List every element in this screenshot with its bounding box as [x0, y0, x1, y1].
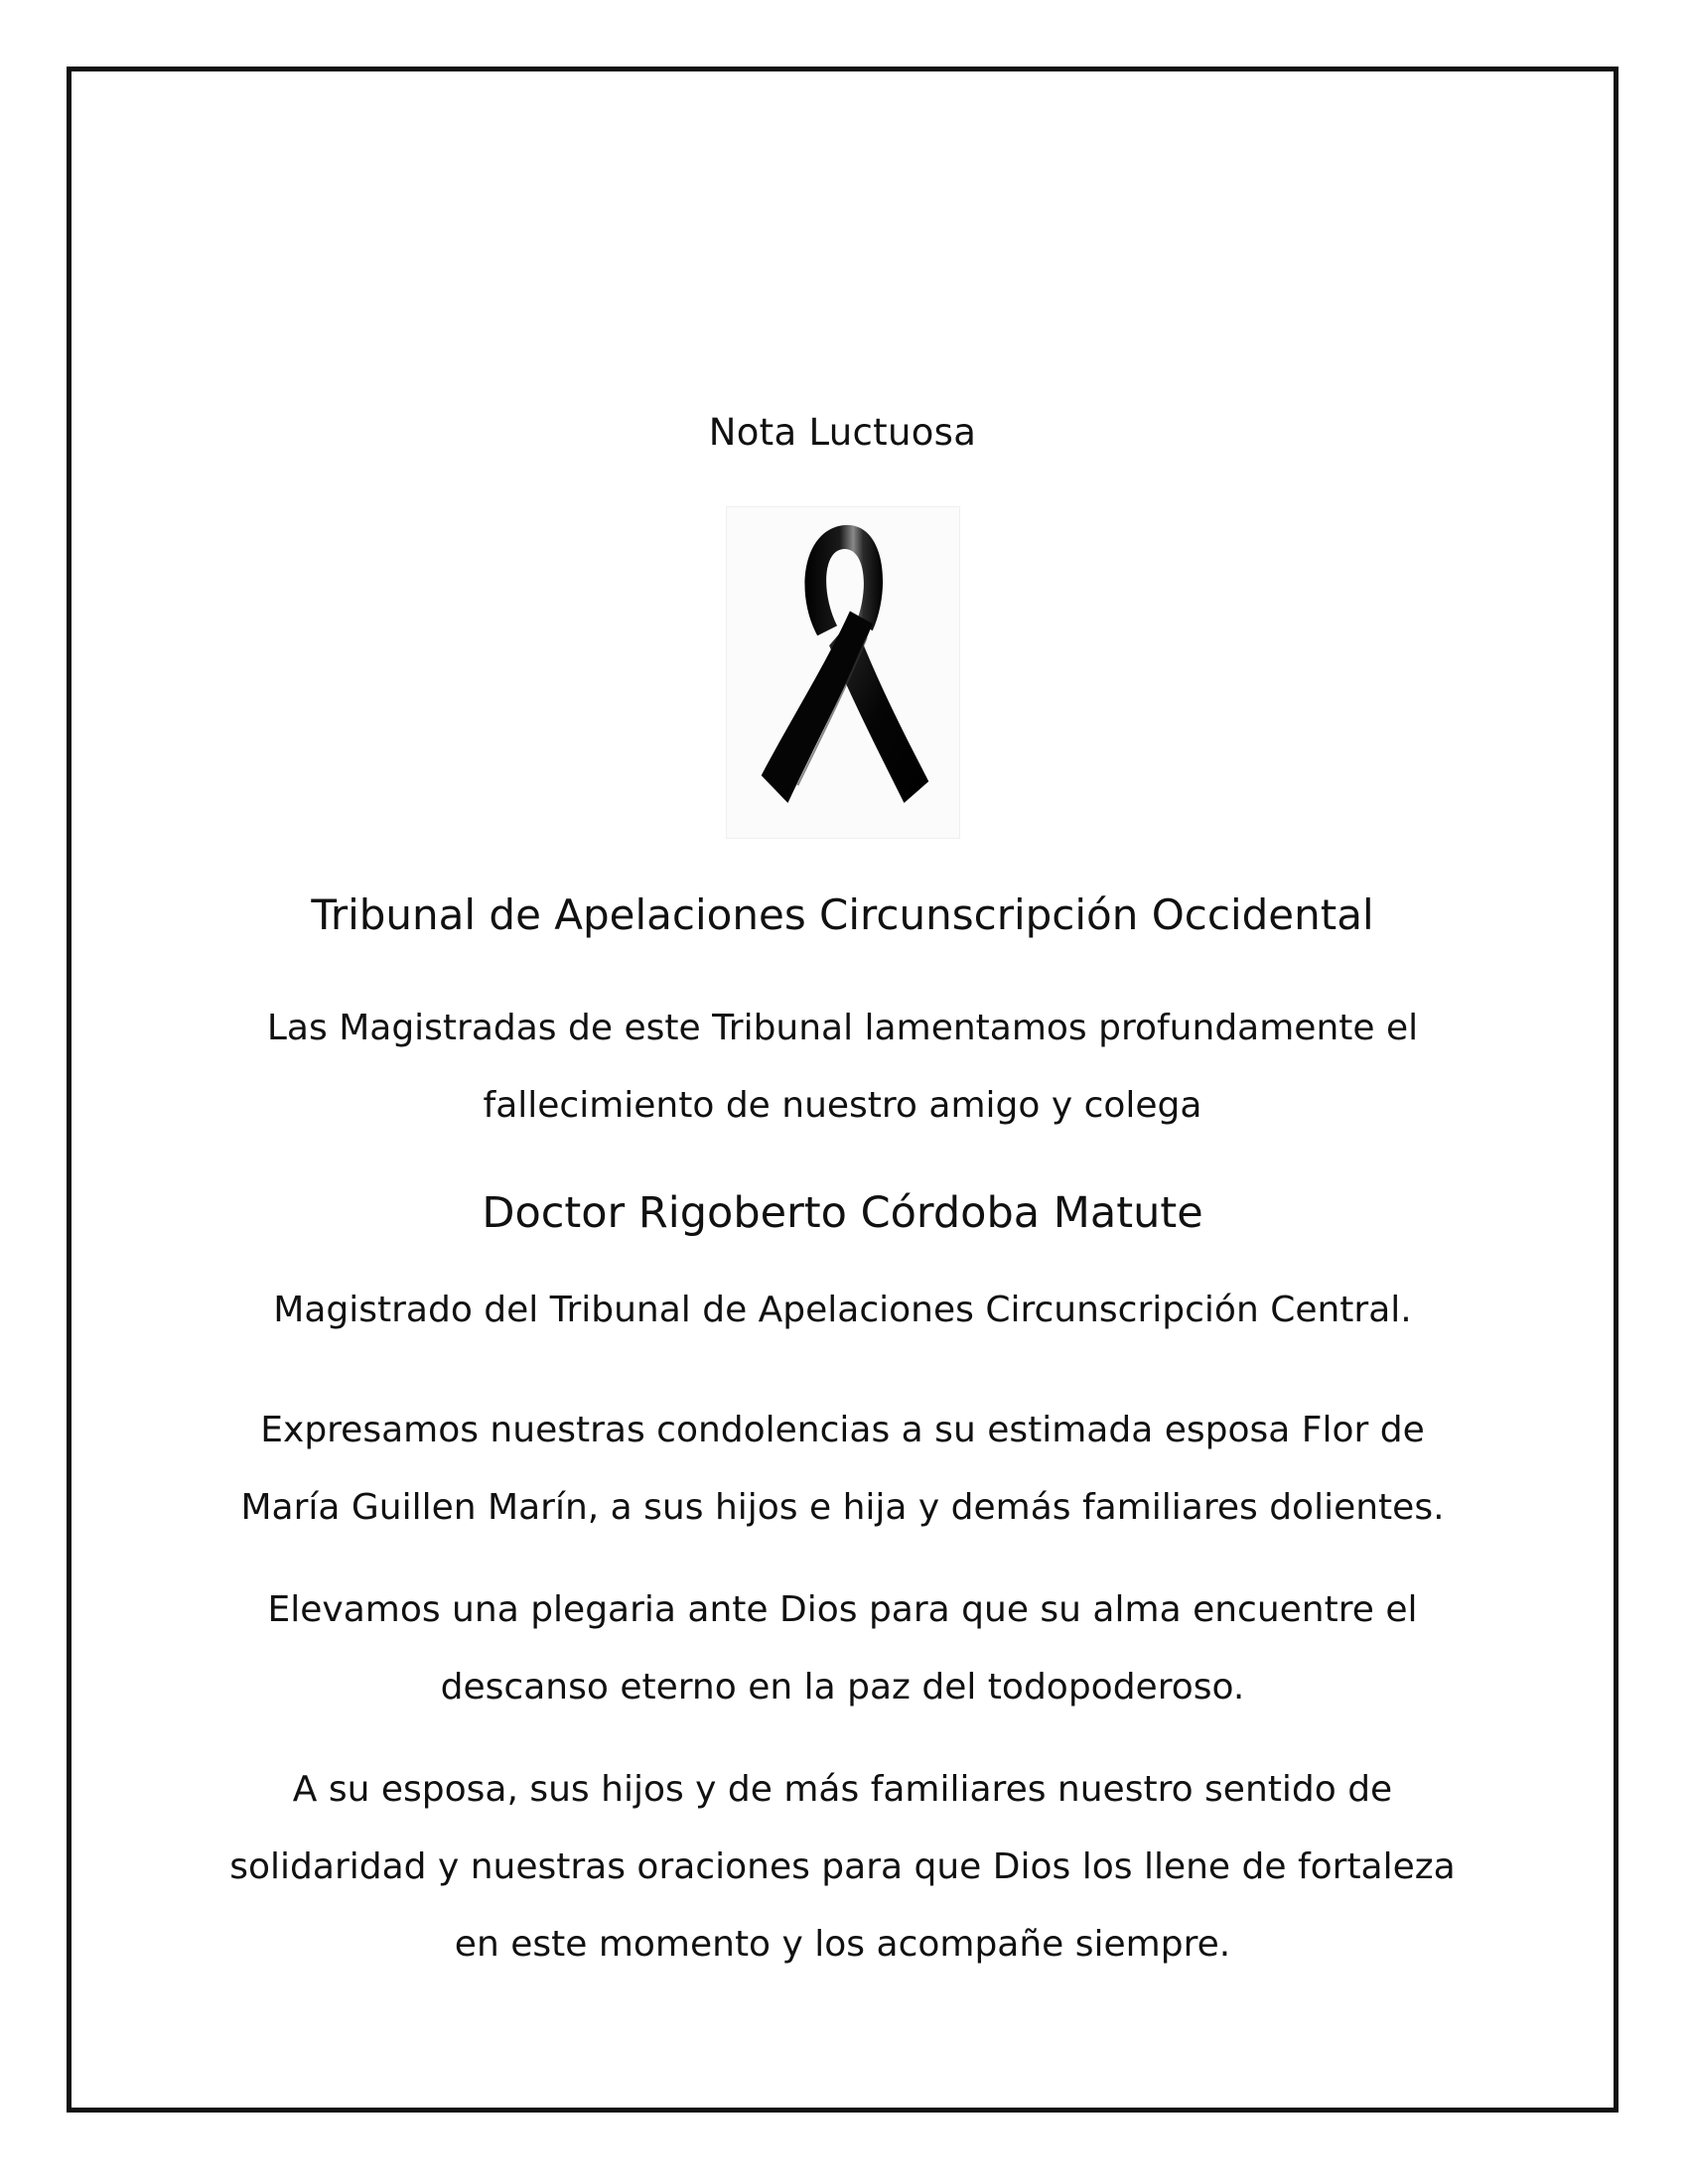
- lament-line-1: Las Magistradas de este Tribunal lamentamos profundamente el: [266, 1008, 1419, 1048]
- condolences-line-2: María Guillen Marín, a sus hijos e hija y demás familiares dolientes.: [240, 1487, 1445, 1528]
- prayer-line-2: descanso eterno en la paz del todopoderoso.: [440, 1667, 1245, 1707]
- deceased-name: Doctor Rigoberto Córdoba Matute: [482, 1188, 1203, 1238]
- condolences-paragraph: [71, 1392, 1614, 1547]
- solidarity-paragraph: [71, 1751, 1614, 1983]
- condolences-line-1: Expresamos nuestras condolencias a su estimada esposa Flor de: [260, 1410, 1425, 1450]
- position-text: Magistrado del Tribunal de Apelaciones Circunscripción Central.: [273, 1290, 1412, 1330]
- lament-line-2: fallecimiento de nuestro amigo y colega: [483, 1085, 1202, 1126]
- prayer-paragraph: [71, 1571, 1614, 1726]
- mourning-ribbon-icon: [726, 506, 960, 839]
- solidarity-line-3: en este momento y los acompañe siempre.: [454, 1924, 1231, 1965]
- notice-title: Nota Luctuosa: [708, 411, 977, 454]
- institution-heading: Tribunal de Apelaciones Circunscripción Occidental: [311, 890, 1374, 939]
- solidarity-line-2: solidaridad y nuestras oraciones para que Dios los llene de fortaleza: [229, 1846, 1456, 1887]
- lament-paragraph: [71, 990, 1614, 1145]
- prayer-line-1: Elevamos una plegaria ante Dios para que su alma encuentre el: [267, 1589, 1418, 1630]
- solidarity-line-1: A su esposa, sus hijos y de más familiares nuestro sentido de: [292, 1769, 1393, 1810]
